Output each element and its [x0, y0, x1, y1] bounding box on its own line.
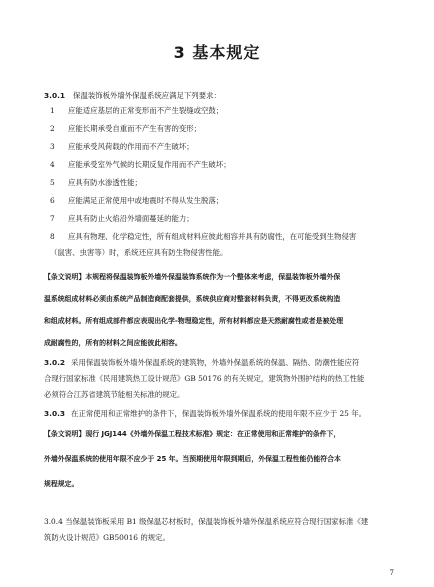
- clause-text: 保温装饰板外墙外保温系统应满足下列要求：: [73, 91, 221, 100]
- list-item-continuation: [50, 246, 395, 259]
- explanation-line: 成耐腐性的，所有的材料之间应能彼此相容。: [44, 339, 182, 347]
- clause-number: 3.0.3: [44, 409, 66, 418]
- item-text: 应能承受风荷载的作用而不产生破坏；: [68, 142, 194, 151]
- clause-text: 3.0.4 当保温装饰板采用 B1 级保温芯材板时，保温装饰板外墙外保温系统应符合现行国家标准《建: [44, 517, 369, 526]
- clause-explanation: [44, 266, 404, 354]
- explanation-line: 温系统组成材料必须由系统产品制造商配套提供，系统供应商对整套材料负责，不得更改系统构造: [44, 295, 341, 303]
- clause-explanation: [44, 422, 404, 497]
- explanation-line: 和组成材料。所有组成部件都应表现出化学-物理稳定性，所有材料都应是天然耐腐性或者是被处理: [44, 317, 344, 325]
- item-text: 应具有物理、化学稳定性，所有组成材料应彼此相容并具有防腐性，在可能受到生物侵害: [68, 232, 357, 241]
- clause-text: 采用保温装饰板外墙外保温系统的建筑物，外墙外保温系统的保温、隔热、防潮性能应符: [71, 358, 360, 367]
- item-text: 应能满足正常使用中或地震时不得从发生脱落；: [68, 196, 224, 205]
- list-item: [50, 212, 395, 225]
- item-text: 应能承受室外气候的长期反复作用而不产生破坏；: [68, 160, 231, 169]
- item-number: 5: [50, 178, 55, 187]
- list-item: [50, 122, 395, 135]
- list-item: [50, 230, 395, 243]
- item-number: 6: [50, 196, 55, 205]
- item-number: 7: [50, 214, 55, 223]
- item-text: 应能长期承受自重而不产生有害的变形；: [68, 124, 202, 133]
- clause-3-0-2: [44, 355, 404, 403]
- item-number: 2: [50, 124, 55, 133]
- list-item: [50, 158, 395, 171]
- page-number: 7: [389, 569, 394, 577]
- list-item: [50, 176, 395, 189]
- item-number: 3: [50, 142, 55, 151]
- item-text: 应具有防水渗透性能；: [68, 178, 142, 187]
- explanation-line: 规程规定。: [44, 480, 79, 488]
- item-number: 4: [50, 160, 55, 169]
- list-item: [50, 140, 395, 153]
- page-title: 3 基本规定: [173, 43, 261, 62]
- clause-text: 合现行国家标准《民用建筑热工设计规范》GB 50176 的有关规定，建筑物外围护结构的热工性能: [44, 374, 365, 383]
- clause-text: 在正常使用和正常维护的条件下，保温装饰板外墙外保温系统的使用年限不应少于 25 年。: [71, 409, 366, 418]
- explanation-line: 外墙外保温系统的使用年限不应少于 25 年。当预期使用年限到期后，外保温工程性能仍能符合本: [44, 455, 341, 463]
- item-text: （鼠害、虫害等）时，系统还应具有防生物侵害性能。: [50, 248, 228, 257]
- list-item: [50, 194, 395, 207]
- clause-3-0-1: [44, 90, 221, 101]
- clause-text: 必须符合江苏省建筑节能相关标准的规定。: [44, 390, 185, 399]
- clause-number: 3.0.2: [44, 358, 66, 367]
- item-text: 应具有防止火焰沿外墙面蔓延的能力；: [68, 214, 194, 223]
- explanation-line: 【条文说明】本规程将保温装饰板外墙外保温装饰系统作为一个整体来考虑，保温装饰板外墙外保: [44, 273, 341, 281]
- clause-3-0-4: [44, 514, 404, 546]
- explanation-line: 【条文说明】现行 JGJ144《外墙外保温工程技术标准》规定：在正常使用和正常维护的条件下，: [44, 430, 341, 438]
- clause-text: 筑防火设计规范》GB50016 的规定。: [44, 533, 170, 542]
- clause-3-0-3: [44, 406, 404, 422]
- item-number: 1: [50, 106, 55, 115]
- list-item: [50, 104, 395, 117]
- item-text: 应能适应基层的正常变形而不产生裂缝或空鼓；: [68, 106, 224, 115]
- item-number: 8: [50, 232, 55, 241]
- clause-number: 3.0.1: [44, 91, 66, 100]
